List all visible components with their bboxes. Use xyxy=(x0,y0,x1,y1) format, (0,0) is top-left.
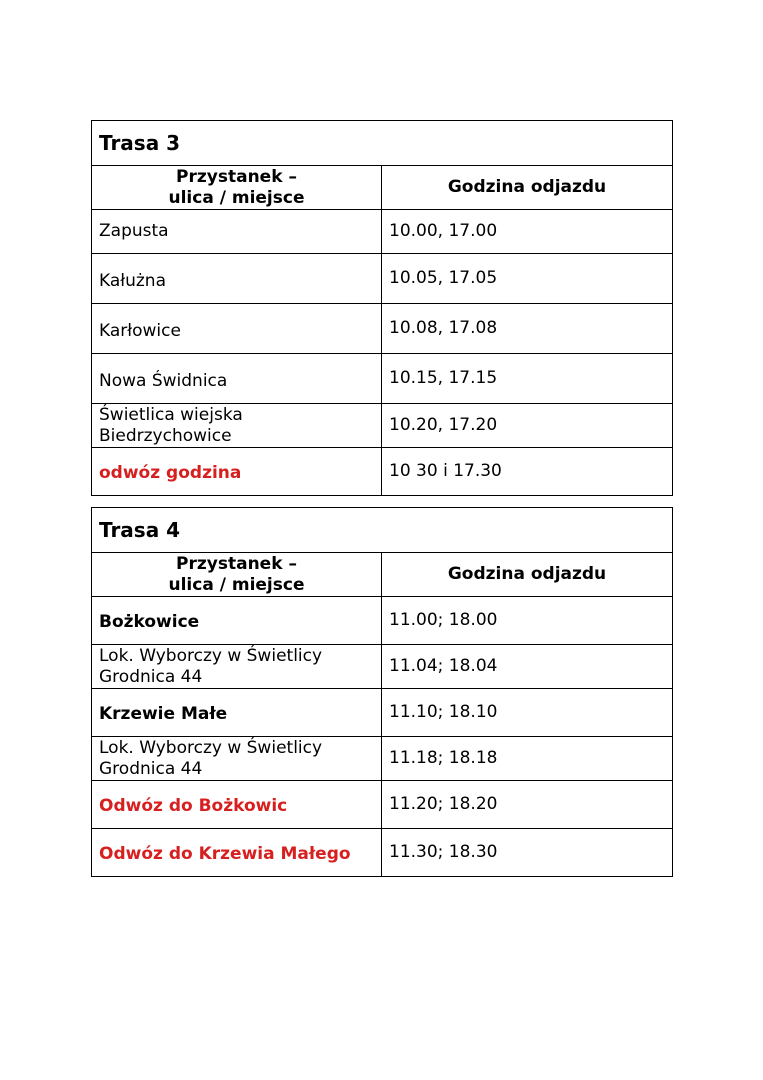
table-row xyxy=(92,737,673,781)
stop-column-header xyxy=(92,553,382,597)
stop-line1: Lok. Wyborczy w Świetlicy xyxy=(99,645,323,666)
table-row xyxy=(92,448,673,496)
time-cell: 11.00; 18.00 xyxy=(382,597,673,645)
time-cell: 11.10; 18.10 xyxy=(382,689,673,737)
stop-cell xyxy=(92,404,382,448)
stop-line1: Świetlica wiejska xyxy=(99,404,243,425)
return-stop-cell: odwóz godzina xyxy=(92,448,382,496)
time-cell: 11.30; 18.30 xyxy=(382,829,673,877)
time-cell: 10.00, 17.00 xyxy=(382,210,673,254)
route-4-table xyxy=(91,507,673,877)
time-cell: 10.08, 17.08 xyxy=(382,304,673,354)
time-cell: 10 30 i 17.30 xyxy=(382,448,673,496)
return-stop-cell: Odwóz do Krzewia Małego xyxy=(92,829,382,877)
stop-cell xyxy=(92,645,382,689)
table-row xyxy=(92,781,673,829)
stop-cell: Bożkowice xyxy=(92,597,382,645)
route-3-table xyxy=(91,120,673,496)
stop-line2: Biedrzychowice xyxy=(99,425,232,446)
table-row xyxy=(92,404,673,448)
stop-cell xyxy=(92,737,382,781)
time-cell: 11.04; 18.04 xyxy=(382,645,673,689)
stop-line2: Grodnica 44 xyxy=(99,758,203,779)
table-row xyxy=(92,354,673,404)
table-row xyxy=(92,210,673,254)
stop-header-line1: Przystanek – xyxy=(176,166,297,187)
stop-header-line2: ulica / miejsce xyxy=(168,574,305,595)
time-column-header: Godzina odjazdu xyxy=(382,166,673,210)
table-row xyxy=(92,597,673,645)
stop-column-header xyxy=(92,166,382,210)
time-cell: 11.20; 18.20 xyxy=(382,781,673,829)
stop-cell: Zapusta xyxy=(92,210,382,254)
route-3-title: Trasa 3 xyxy=(92,121,673,166)
time-cell: 11.18; 18.18 xyxy=(382,737,673,781)
table-row xyxy=(92,304,673,354)
table-row xyxy=(92,645,673,689)
stop-line2: Grodnica 44 xyxy=(99,666,203,687)
route-4-title: Trasa 4 xyxy=(92,508,673,553)
table-row xyxy=(92,689,673,737)
time-cell: 10.15, 17.15 xyxy=(382,354,673,404)
time-cell: 10.05, 17.05 xyxy=(382,254,673,304)
table-row xyxy=(92,829,673,877)
table-row xyxy=(92,254,673,304)
stop-header-line2: ulica / miejsce xyxy=(168,187,305,208)
stop-header-line1: Przystanek – xyxy=(176,553,297,574)
return-stop-cell: Odwóz do Bożkowic xyxy=(92,781,382,829)
stop-cell: Karłowice xyxy=(92,304,382,354)
stop-cell: Nowa Świdnica xyxy=(92,354,382,404)
stop-cell: Kałużna xyxy=(92,254,382,304)
stop-line1: Lok. Wyborczy w Świetlicy xyxy=(99,737,323,758)
stop-cell: Krzewie Małe xyxy=(92,689,382,737)
time-cell: 10.20, 17.20 xyxy=(382,404,673,448)
time-column-header: Godzina odjazdu xyxy=(382,553,673,597)
